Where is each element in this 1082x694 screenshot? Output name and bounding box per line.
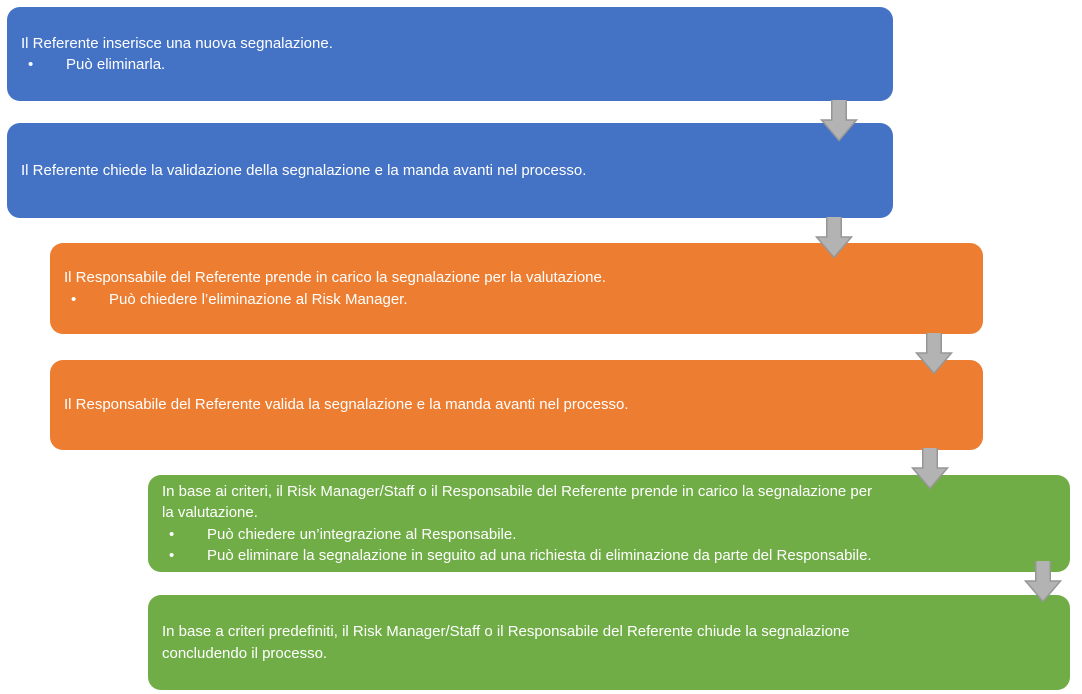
step-5-text-line-1: In base ai criteri, il Risk Manager/Staff o il Responsabile del Referente prende in carico la segnalazione per	[162, 482, 873, 500]
bullet-item	[162, 524, 1056, 546]
step-4-text: Il Responsabile del Referente valida la segnalazione e la manda avanti nel processo.	[64, 396, 629, 414]
bullet-item	[162, 545, 1056, 567]
down-arrow-icon	[1024, 561, 1062, 603]
bullet-icon: •	[169, 547, 175, 564]
down-arrow-icon	[815, 217, 853, 259]
bullet-icon: •	[28, 56, 34, 73]
bullet-item	[21, 54, 879, 76]
step-2-text: Il Referente chiede la validazione della segnalazione e la manda avanti nel processo.	[21, 161, 587, 179]
step-5-text-line-2: la valutazione.	[162, 504, 258, 521]
flow-step-2	[7, 123, 893, 218]
bullet-item	[64, 289, 969, 311]
flow-step-6	[148, 595, 1070, 690]
bullet-text: Può eliminarla.	[66, 56, 166, 73]
flow-step-4	[50, 360, 983, 450]
step-6-text-line-1: In base a criteri predefiniti, il Risk Manager/Staff o il Responsabile del Referente chiude la segnalazione	[162, 623, 850, 640]
bullet-icon: •	[169, 525, 175, 543]
step-6-text-line-2: concludendo il processo.	[162, 644, 328, 662]
down-arrow-icon	[915, 333, 953, 375]
bullet-icon: •	[71, 290, 77, 308]
down-arrow-icon	[911, 448, 949, 490]
bullet-text: Può chiedere l’eliminazione al Risk Manager.	[109, 290, 408, 308]
step-3-text: Il Responsabile del Referente prende in carico la segnalazione per la valutazione.	[64, 269, 607, 286]
down-arrow-icon	[820, 100, 858, 142]
bullet-text: Può chiedere un’integrazione al Responsabile.	[207, 525, 517, 543]
step-1-text: Il Referente inserisce una nuova segnalazione.	[21, 34, 333, 52]
flow-step-1	[7, 7, 893, 101]
bullet-text: Può eliminare la segnalazione in seguito ad una richiesta di eliminazione da parte del Responsabile.	[207, 547, 872, 564]
